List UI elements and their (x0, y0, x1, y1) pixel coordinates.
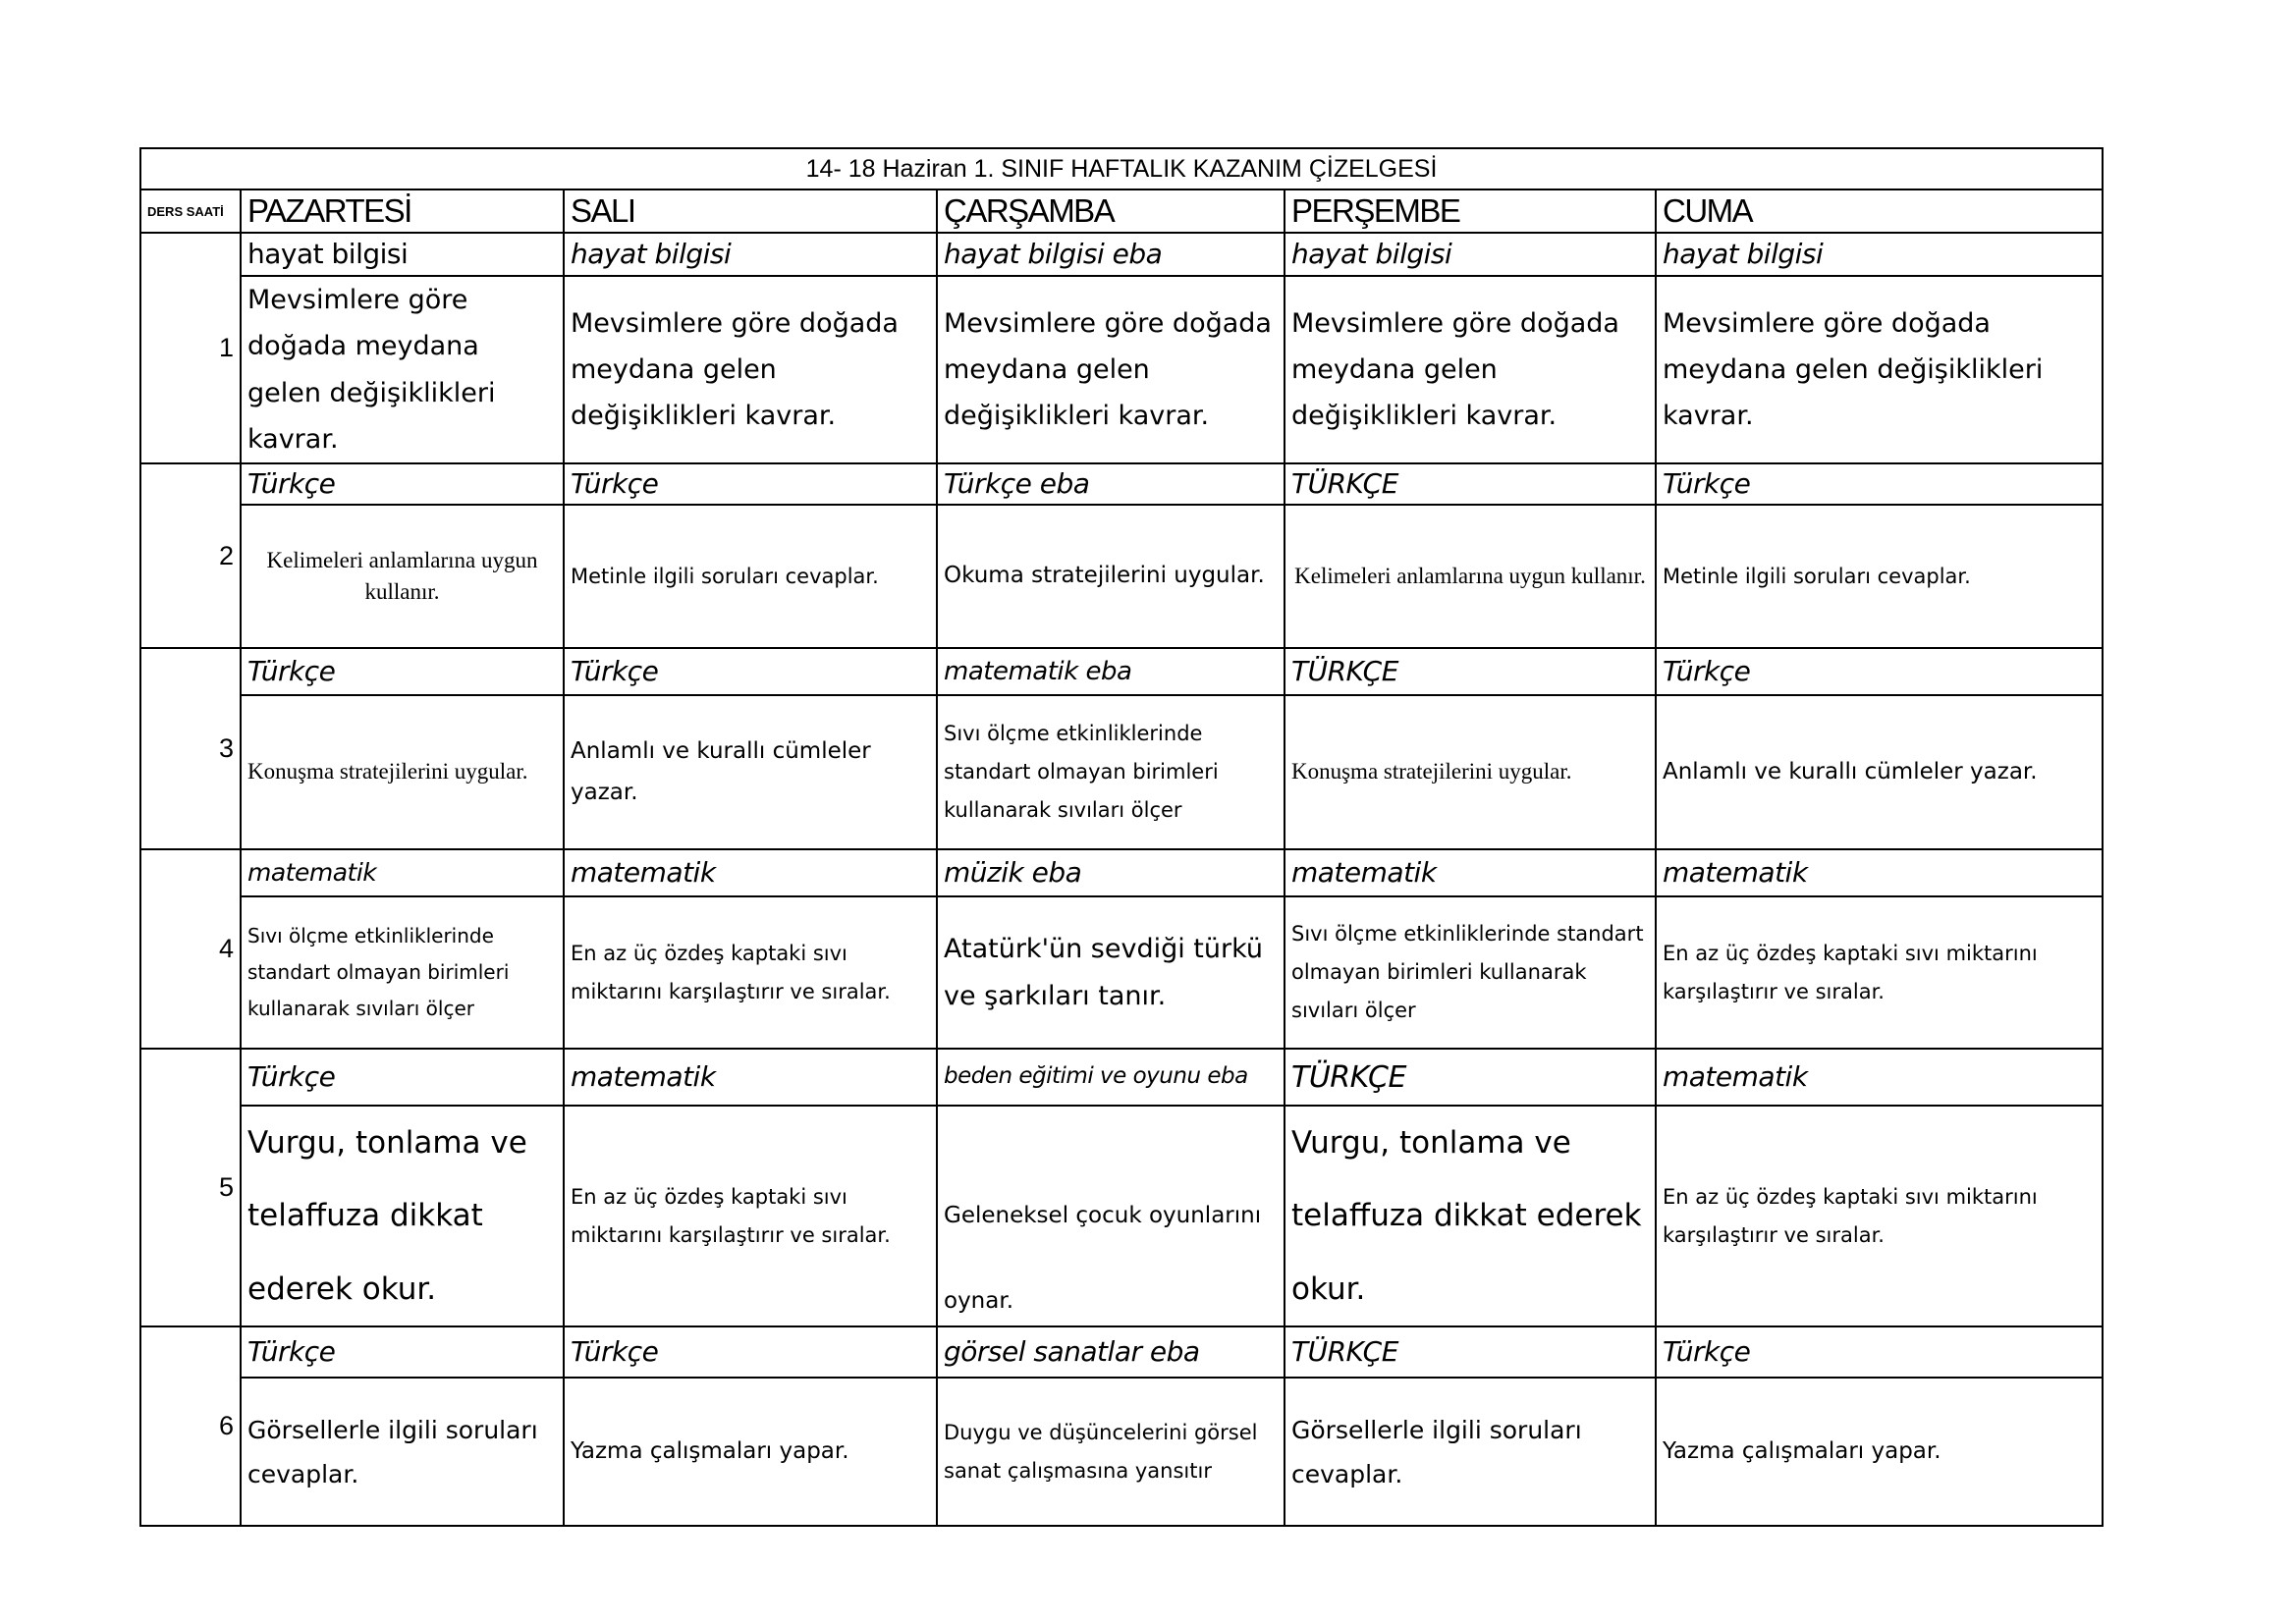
subject-cell: görsel sanatlar eba (937, 1326, 1285, 1378)
subject-cell: hayat bilgisi (241, 233, 564, 276)
period-5-outcome-row (140, 1106, 2103, 1326)
period-2-subject-row (140, 463, 2103, 505)
outcome-cell: Mevsimlere göre doğada meydana gelen değişiklikleri kavrar. (241, 276, 564, 463)
subject-cell: TÜRKÇE (1285, 1326, 1656, 1378)
subject-cell: Türkçe (564, 1326, 937, 1378)
subject-cell: hayat bilgisi (1656, 233, 2103, 276)
subject-cell: Türkçe (241, 1326, 564, 1378)
subject-cell: Türkçe (241, 463, 564, 505)
subject-cell: hayat bilgisi (564, 233, 937, 276)
subject-cell: Türkçe (564, 463, 937, 505)
subject-cell: beden eğitimi ve oyunu eba (937, 1049, 1285, 1106)
subject-cell: hayat bilgisi (1285, 233, 1656, 276)
outcome-cell: Kelimeleri anlamlarına uygun kullanır. (241, 505, 564, 648)
title-row (140, 148, 2103, 189)
day-header-friday: CUMA (1656, 189, 2103, 233)
subject-cell: Türkçe (1656, 648, 2103, 695)
subject-cell: Türkçe (1656, 463, 2103, 505)
period-1-outcome-row (140, 276, 2103, 463)
period-number: 1 (140, 233, 241, 463)
subject-cell: matematik (564, 849, 937, 896)
subject-cell: Türkçe (241, 1049, 564, 1106)
outcome-cell: Konuşma stratejilerini uygular. (241, 695, 564, 849)
period-6-subject-row (140, 1326, 2103, 1378)
outcome-cell: Atatürk'ün sevdiği türkü ve şarkıları tanır. (937, 896, 1285, 1049)
lesson-hour-header: DERS SAATİ (140, 189, 241, 233)
subject-cell: matematik (1656, 849, 2103, 896)
outcome-cell: En az üç özdeş kaptaki sıvı miktarını karşılaştırır ve sıralar. (564, 896, 937, 1049)
outcome-cell: Sıvı ölçme etkinliklerinde standart olmayan birimleri kullanarak sıvıları ölçer (241, 896, 564, 1049)
subject-cell: TÜRKÇE (1285, 463, 1656, 505)
period-6-outcome-row (140, 1378, 2103, 1526)
outcome-cell: Görsellerle ilgili soruları cevaplar. (1285, 1378, 1656, 1526)
period-5-subject-row (140, 1049, 2103, 1106)
period-number: 3 (140, 648, 241, 849)
header-row (140, 189, 2103, 233)
period-2-outcome-row (140, 505, 2103, 648)
outcome-cell: Kelimeleri anlamlarına uygun kullanır. (1285, 505, 1656, 648)
outcome-cell: En az üç özdeş kaptaki sıvı miktarını karşılaştırır ve sıralar. (1656, 896, 2103, 1049)
weekly-outcome-table (139, 147, 2104, 1527)
page-title: 14- 18 Haziran 1. SINIF HAFTALIK KAZANIM ÇİZELGESİ (140, 148, 2103, 189)
outcome-cell: Mevsimlere göre doğada meydana gelen değişiklikleri kavrar. (564, 276, 937, 463)
subject-cell: matematik eba (937, 648, 1285, 695)
outcome-cell: Mevsimlere göre doğada meydana gelen değişiklikleri kavrar. (1285, 276, 1656, 463)
subject-cell: Türkçe (564, 648, 937, 695)
outcome-cell: Anlamlı ve kurallı cümleler yazar. (564, 695, 937, 849)
day-header-monday: PAZARTESİ (241, 189, 564, 233)
outcome-cell (937, 1106, 1285, 1326)
subject-cell: Türkçe (241, 648, 564, 695)
period-number: 5 (140, 1049, 241, 1326)
outcome-cell: En az üç özdeş kaptaki sıvı miktarını karşılaştırır ve sıralar. (1656, 1106, 2103, 1326)
outcome-cell: Konuşma stratejilerini uygular. (1285, 695, 1656, 849)
subject-cell: matematik (1656, 1049, 2103, 1106)
outcome-cell: En az üç özdeş kaptaki sıvı miktarını karşılaştırır ve sıralar. (564, 1106, 937, 1326)
subject-cell: matematik (1285, 849, 1656, 896)
period-4-outcome-row (140, 896, 2103, 1049)
day-header-tuesday: SALI (564, 189, 937, 233)
subject-cell: TÜRKÇE (1285, 1049, 1656, 1106)
period-3-outcome-row (140, 695, 2103, 849)
outcome-cell: Yazma çalışmaları yapar. (564, 1378, 937, 1526)
subject-cell: Türkçe (1656, 1326, 2103, 1378)
subject-cell: matematik (241, 849, 564, 896)
period-4-subject-row (140, 849, 2103, 896)
subject-cell: matematik (564, 1049, 937, 1106)
period-number: 4 (140, 849, 241, 1049)
day-header-wednesday: ÇARŞAMBA (937, 189, 1285, 233)
subject-cell: Türkçe eba (937, 463, 1285, 505)
outcome-cell: Vurgu, tonlama ve telaffuza dikkat ederek okur. (1285, 1106, 1656, 1326)
outcome-cell: Görsellerle ilgili soruları cevaplar. (241, 1378, 564, 1526)
outcome-text-tail: oynar. (944, 1287, 1014, 1314)
outcome-cell: Anlamlı ve kurallı cümleler yazar. (1656, 695, 2103, 849)
outcome-cell: Metinle ilgili soruları cevaplar. (564, 505, 937, 648)
outcome-cell: Sıvı ölçme etkinliklerinde standart olmayan birimleri kullanarak sıvıları ölçer (937, 695, 1285, 849)
subject-cell: müzik eba (937, 849, 1285, 896)
subject-cell: hayat bilgisi eba (937, 233, 1285, 276)
outcome-text: Geleneksel çocuk oyunlarını (944, 1202, 1262, 1228)
outcome-cell: Sıvı ölçme etkinliklerinde standart olmayan birimleri kullanarak sıvıları ölçer (1285, 896, 1656, 1049)
outcome-cell: Mevsimlere göre doğada meydana gelen değişiklikleri kavrar. (1656, 276, 2103, 463)
outcome-cell: Vurgu, tonlama ve telaffuza dikkat ederek okur. (241, 1106, 564, 1326)
period-3-subject-row (140, 648, 2103, 695)
outcome-cell: Duygu ve düşüncelerini görsel sanat çalışmasına yansıtır (937, 1378, 1285, 1526)
period-number: 2 (140, 463, 241, 648)
outcome-cell: Yazma çalışmaları yapar. (1656, 1378, 2103, 1526)
period-1-subject-row (140, 233, 2103, 276)
outcome-cell: Okuma stratejilerini uygular. (937, 505, 1285, 648)
day-header-thursday: PERŞEMBE (1285, 189, 1656, 233)
outcome-cell: Metinle ilgili soruları cevaplar. (1656, 505, 2103, 648)
subject-cell: TÜRKÇE (1285, 648, 1656, 695)
outcome-cell: Mevsimlere göre doğada meydana gelen değişiklikleri kavrar. (937, 276, 1285, 463)
period-number: 6 (140, 1326, 241, 1526)
